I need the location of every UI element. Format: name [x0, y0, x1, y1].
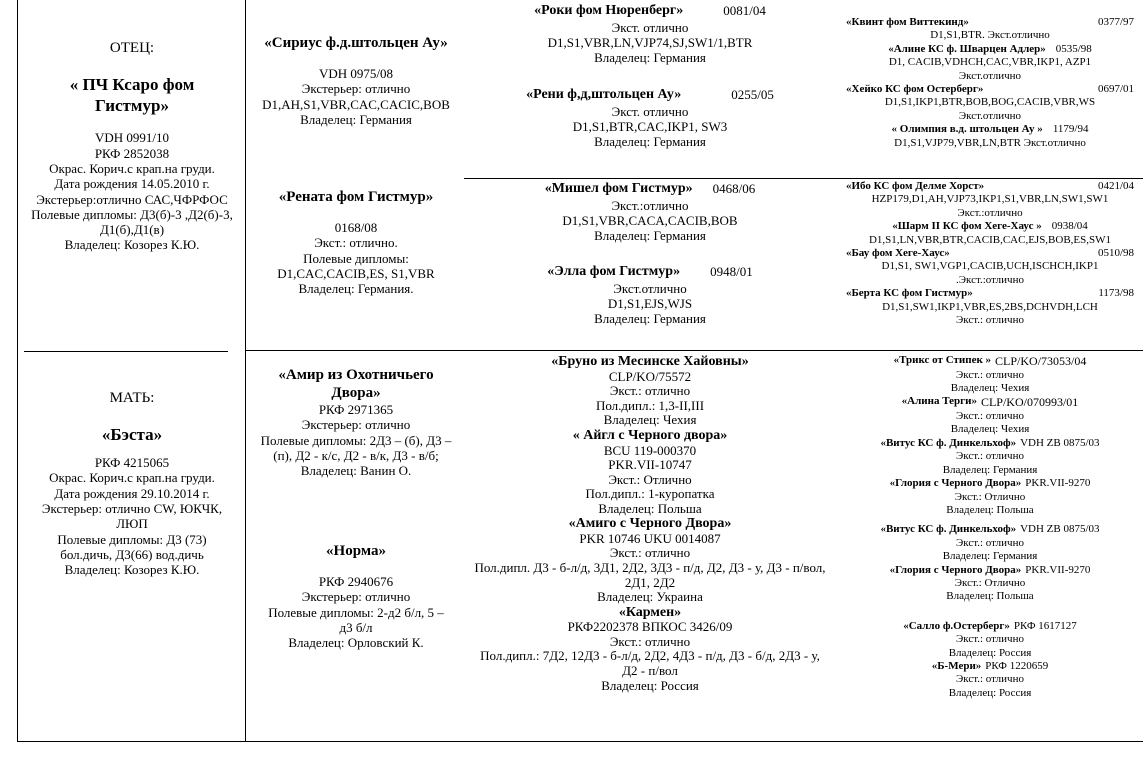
sire-of-mother — [250, 366, 462, 479]
dog-number: 1179/94 — [1052, 123, 1089, 136]
dog-line: Владелец: Россия — [948, 686, 1032, 699]
dog-line: Полевые дипломы: — [303, 250, 409, 266]
dog-number: РКФ 1220659 — [985, 659, 1049, 672]
dog-line: D1, CACIB,VDHCH,CAC,VBR,IKP1, AZP1 — [888, 56, 1092, 69]
dam-of-father — [250, 188, 462, 297]
dog-number: CLP/KO/73053/04 — [995, 354, 1087, 368]
mother-block — [22, 390, 242, 578]
dog-line: Владелец: Германия — [594, 134, 706, 150]
mid-divider — [245, 350, 1143, 351]
dog-number: 0697/01 — [1097, 83, 1134, 96]
dog-line: Экст.отлично — [958, 109, 1022, 122]
dog-line: D1,S1,VBR,LN,VJP74,SJ,SW1/1,BTR — [547, 34, 753, 50]
mother-line: Полевые дипломы: Д3 (73) бол.дичь, Д3(66) вод.дичь — [57, 531, 207, 562]
dog-line: 0168/08 — [334, 220, 378, 235]
gen3-fff — [468, 3, 832, 66]
dog-line: Экст.: отлично — [956, 368, 1024, 381]
dog-line: Владелец: Германия. — [298, 281, 414, 297]
bottom-border — [17, 741, 1143, 742]
dog-line: Владелец: Польша — [946, 503, 1034, 516]
col1-divider — [245, 0, 246, 742]
dog-line: Экст.: отлично — [609, 633, 691, 649]
dog-line: HZP179,D1,AH,VJP73,IKP1,S1,VBR,LN,SW1,SW1 — [871, 193, 1109, 206]
dog-line: Экст.: отлично — [956, 633, 1024, 646]
dog-name: «Кармен» — [618, 604, 682, 620]
dog-name: «Мишел фом Гистмур» — [544, 181, 693, 196]
dog-name: «Ибо КС фом Делме Хорст» — [846, 180, 985, 192]
dog-line: Экст.: отлично. — [314, 235, 398, 251]
gen3-fmf — [468, 181, 832, 244]
dog-name: «Хейко КС фом Остерберг» — [846, 83, 984, 96]
dog-line: D1,S1,BTR,CAC,IKP1, SW3 — [572, 118, 728, 134]
dog-line: Экстерьер: отлично — [301, 81, 411, 97]
dog-line: Пол.дипл. Д3 - б-л/д, 3Д1, 2Д2, 3Д3 - п/д, Д2, Д3 - у, Д3 - п/вол, 2Д1, 2Д2 — [474, 560, 826, 590]
left-border — [17, 0, 18, 742]
dog-line: Владелец: Польша — [598, 500, 702, 516]
mother-line: Окрас. Корич.с крап.на груди. — [49, 470, 215, 486]
dog-name: «Сириус ф.д.штольцен Ау» — [264, 35, 448, 51]
father-line: Экстерьер:отлично САС,ЧФРФОС — [36, 191, 228, 207]
gen3-ffm — [468, 87, 832, 150]
dog-line: Владелец: Германия — [942, 550, 1038, 563]
dog-number: 0255/05 — [731, 87, 774, 102]
mother-line: Владелец: Козорез К.Ю. — [64, 562, 200, 578]
gen4-mother-side — [840, 354, 1140, 700]
dog-line: Владелец: Германия — [594, 50, 706, 66]
father-line: РКФ 2852038 — [94, 145, 170, 161]
dog-number: 1173/98 — [1098, 287, 1134, 300]
father-mother-divider — [24, 351, 228, 352]
dog-line: Экст.: Отлично — [954, 490, 1026, 503]
dog-line: D1,S1,EJS,WJS — [607, 295, 693, 311]
gen3-fmm — [468, 264, 832, 327]
dog-number: 0535/98 — [1055, 42, 1092, 55]
mother-name: «Бэста» — [101, 424, 163, 444]
dog-name: «Элла фом Гистмур» — [547, 264, 681, 279]
dog-line: Владелец: Украина — [597, 589, 703, 605]
dog-number: 0081/04 — [723, 3, 766, 18]
father-name: « ПЧ Ксаро фом Гистмур» — [69, 74, 195, 115]
mother-line: РКФ 4215065 — [94, 454, 170, 470]
dog-line: Экстерьер: отлично — [301, 589, 411, 605]
dog-line: Владелец: Германия — [594, 228, 706, 244]
dog-name: «Норма» — [326, 543, 386, 559]
dog-line: Экст.: Отлично — [954, 576, 1026, 589]
dog-line: РКФ 2971365 — [318, 402, 394, 417]
father-heading: ОТЕЦ: — [109, 40, 155, 56]
dog-name: «Алине КС ф. Шварцен Адлер» — [888, 42, 1046, 55]
dog-line: .Экст.:отлично — [956, 273, 1024, 286]
dog-line: Владелец: Польша — [946, 590, 1034, 603]
dog-line: Владелец: Чехия — [950, 382, 1030, 395]
mother-heading: МАТЬ: — [109, 390, 155, 406]
dog-line: Владелец: Германия — [942, 463, 1038, 476]
dog-line: Пол.дипл.: 1-куропатка — [585, 486, 715, 502]
dog-line: Экст.: отлично — [956, 536, 1024, 549]
dog-line: Владелец: Ванин О. — [300, 463, 412, 479]
father-block — [22, 40, 242, 253]
dog-line: Экст.: отлично — [956, 450, 1024, 463]
dog-name: «Глория с Черного Двора» — [889, 477, 1022, 490]
dog-line: Экст.отлично — [958, 69, 1022, 82]
dog-name: «Витус КС ф. Динкельхоф» — [880, 436, 1017, 449]
dog-name: «Квинт фом Виттекинд» — [846, 16, 969, 28]
dog-line: Владелец: Чехия — [950, 423, 1030, 436]
father-line: Дата рождения 14.05.2010 г. — [54, 176, 210, 192]
dog-name: «Рената фом Гистмур» — [278, 189, 434, 205]
dog-line: D1,S1,VBR,CACA,CACIB,BOB — [562, 212, 738, 228]
dog-line: D1,S1,LN,VBR,BTR,CACIB,CAC,EJS,BOB,ES,SW1 — [868, 233, 1112, 246]
dog-line: Владелец: Россия — [948, 646, 1032, 659]
dog-line: CLP/KO/75572 — [608, 368, 692, 384]
dog-name: «Амир из Охотничьего Двора» — [278, 367, 434, 401]
dog-line: D1,S1,SW1,IKP1,VBR,ES,2BS,DCHVDH,LCH — [882, 300, 1098, 313]
dog-line: Экст. отлично — [611, 19, 689, 35]
dog-line: D1,AH,S1,VBR,CAC,CACIC,BOB — [262, 96, 450, 112]
dog-name: «Алина Терги» — [901, 395, 977, 408]
father-half-divider — [464, 178, 1143, 179]
dog-name: «Витус КС ф. Динкельхоф» — [880, 523, 1017, 536]
dog-line: Экст.: отлично — [956, 410, 1024, 423]
dog-line: Пол.дипл.: 7Д2, 12Д3 - б-л/д, 2Д2, 4Д3 - п/д, Д3 - б/д, 2Д3 - у, Д2 - п/вол — [480, 648, 820, 678]
dog-line: D1,CAC,CACIB,ES, S1,VBR — [277, 265, 435, 281]
dog-line: Экст.отлично — [613, 280, 687, 296]
dog-number: PKR.VII-9270 — [1025, 477, 1091, 490]
dog-name: « Олимпия в.д. штольцен Ау » — [891, 123, 1043, 136]
father-line: Владелец: Козорез К.Ю. — [64, 237, 200, 253]
dog-name: «Салло ф.Остерберг» — [903, 619, 1010, 632]
dog-line: Экстерьер: отлично — [301, 417, 411, 433]
dog-line: Экст.:отлично — [611, 197, 689, 213]
gen4-father-side — [840, 16, 1140, 150]
gen4-father-dam-side — [840, 180, 1140, 327]
dog-line: РКФ2202378 ВПКОС 3426/09 — [567, 619, 733, 635]
dog-line: Экст.:отлично — [957, 206, 1023, 219]
dog-line: Владелец: Германия — [594, 311, 706, 327]
dog-number: 0948/01 — [710, 264, 753, 279]
dog-name: «Трикс от Стипек » — [893, 354, 992, 366]
dam-of-mother — [250, 542, 462, 651]
dog-name: «Бау фом Хеге-Хаус» — [846, 247, 950, 260]
dog-line: D1,S1,IKP1,BTR,BOB,BOG,CACIB,VBR,WS — [884, 96, 1096, 109]
dog-number: 0938/04 — [1051, 220, 1088, 233]
dog-line: D1,S1,BTR. Экст.отлично — [930, 29, 1050, 42]
dog-line: Полевые дипломы: 2-д2 б/л, 5 – д3 б/л — [268, 604, 444, 635]
dog-line: Экст.: отлично — [956, 314, 1024, 327]
dog-number: VDH ZB 0875/03 — [1020, 436, 1100, 449]
dog-name: «Амиго с Черного Двора» — [568, 516, 732, 532]
dog-number: PKR.VII-9270 — [1025, 563, 1091, 576]
father-line: VDH 0991/10 — [94, 130, 170, 146]
dog-line: Экст.: отлично — [609, 545, 691, 561]
dog-name: «Берта КС фом Гистмур» — [846, 287, 973, 300]
dog-line: BCU 119-000370 — [603, 442, 697, 458]
dog-line: Владелец: Россия — [601, 677, 699, 693]
father-line: Окрас. Корич.с крап.на груди. — [49, 160, 215, 176]
dog-name: «Роки фом Нюренберг» — [534, 3, 684, 18]
dog-line: Полевые дипломы: 2Д3 – (б), Д3 – (п), Д2 - к/с, Д2 - в/к, Д3 - в/б; — [260, 432, 452, 463]
dog-number: РКФ 1617127 — [1013, 619, 1077, 632]
dog-line: VDH 0975/08 — [318, 66, 394, 81]
dog-line: Экст. отлично — [611, 103, 689, 119]
dog-number: VDH ZB 0875/03 — [1020, 523, 1100, 536]
dog-number: 0510/98 — [1097, 247, 1134, 260]
dog-line: Владелец: Орловский К. — [288, 635, 424, 651]
dog-number: 0421/04 — [1097, 180, 1134, 192]
dog-line: Владелец: Германия — [300, 111, 412, 127]
dog-line: Экст.: отлично — [609, 383, 691, 399]
dog-line: Экст.: Отлично — [608, 471, 692, 487]
dog-line: Пол.дипл.: 1,3-II,III — [595, 397, 705, 413]
mother-line: Экстерьер: отлично CW, ЮКЧК, ЛЮП — [41, 500, 223, 532]
dog-number: 0468/06 — [712, 181, 756, 196]
dog-name: «Глория с Черного Двора» — [889, 563, 1022, 576]
dog-line: PKR.VII-10747 — [608, 457, 692, 473]
dog-number: 0377/97 — [1097, 16, 1134, 28]
dog-line: D1,S1,VJP79,VBR,LN,BTR Экст.отлично — [894, 136, 1086, 149]
dog-line: PKR 10746 UKU 0014087 — [579, 530, 721, 546]
dog-line: D1,S1, SW1,VGP1,CACIB,UCH,ISCHCH,IKP1 — [881, 260, 1099, 273]
dog-name: «Б-Мери» — [931, 659, 982, 672]
dog-name: «Рени ф,д,штольцен Ау» — [526, 87, 682, 102]
mother-line: Дата рождения 29.10.2014 г. — [54, 485, 210, 501]
dog-line: РКФ 2940676 — [318, 574, 394, 589]
dog-name: « Айгл с Черного двора» — [572, 427, 728, 443]
sire-of-father — [250, 34, 462, 127]
father-line: Полевые дипломы: Д3(б)-3 ,Д2(б)-3, Д1(б),Д1(в) — [31, 206, 233, 238]
dog-line: Экст.: отлично — [956, 673, 1024, 686]
dog-number: CLP/KO/070993/01 — [980, 395, 1079, 410]
dog-line: Владелец: Чехия — [603, 412, 697, 428]
gen3-mother-side — [468, 354, 832, 693]
dog-name: «Бруно из Месинске Хайовны» — [551, 354, 749, 369]
dog-name: «Шарм II КС фом Хеге-Хаус » — [892, 220, 1042, 233]
